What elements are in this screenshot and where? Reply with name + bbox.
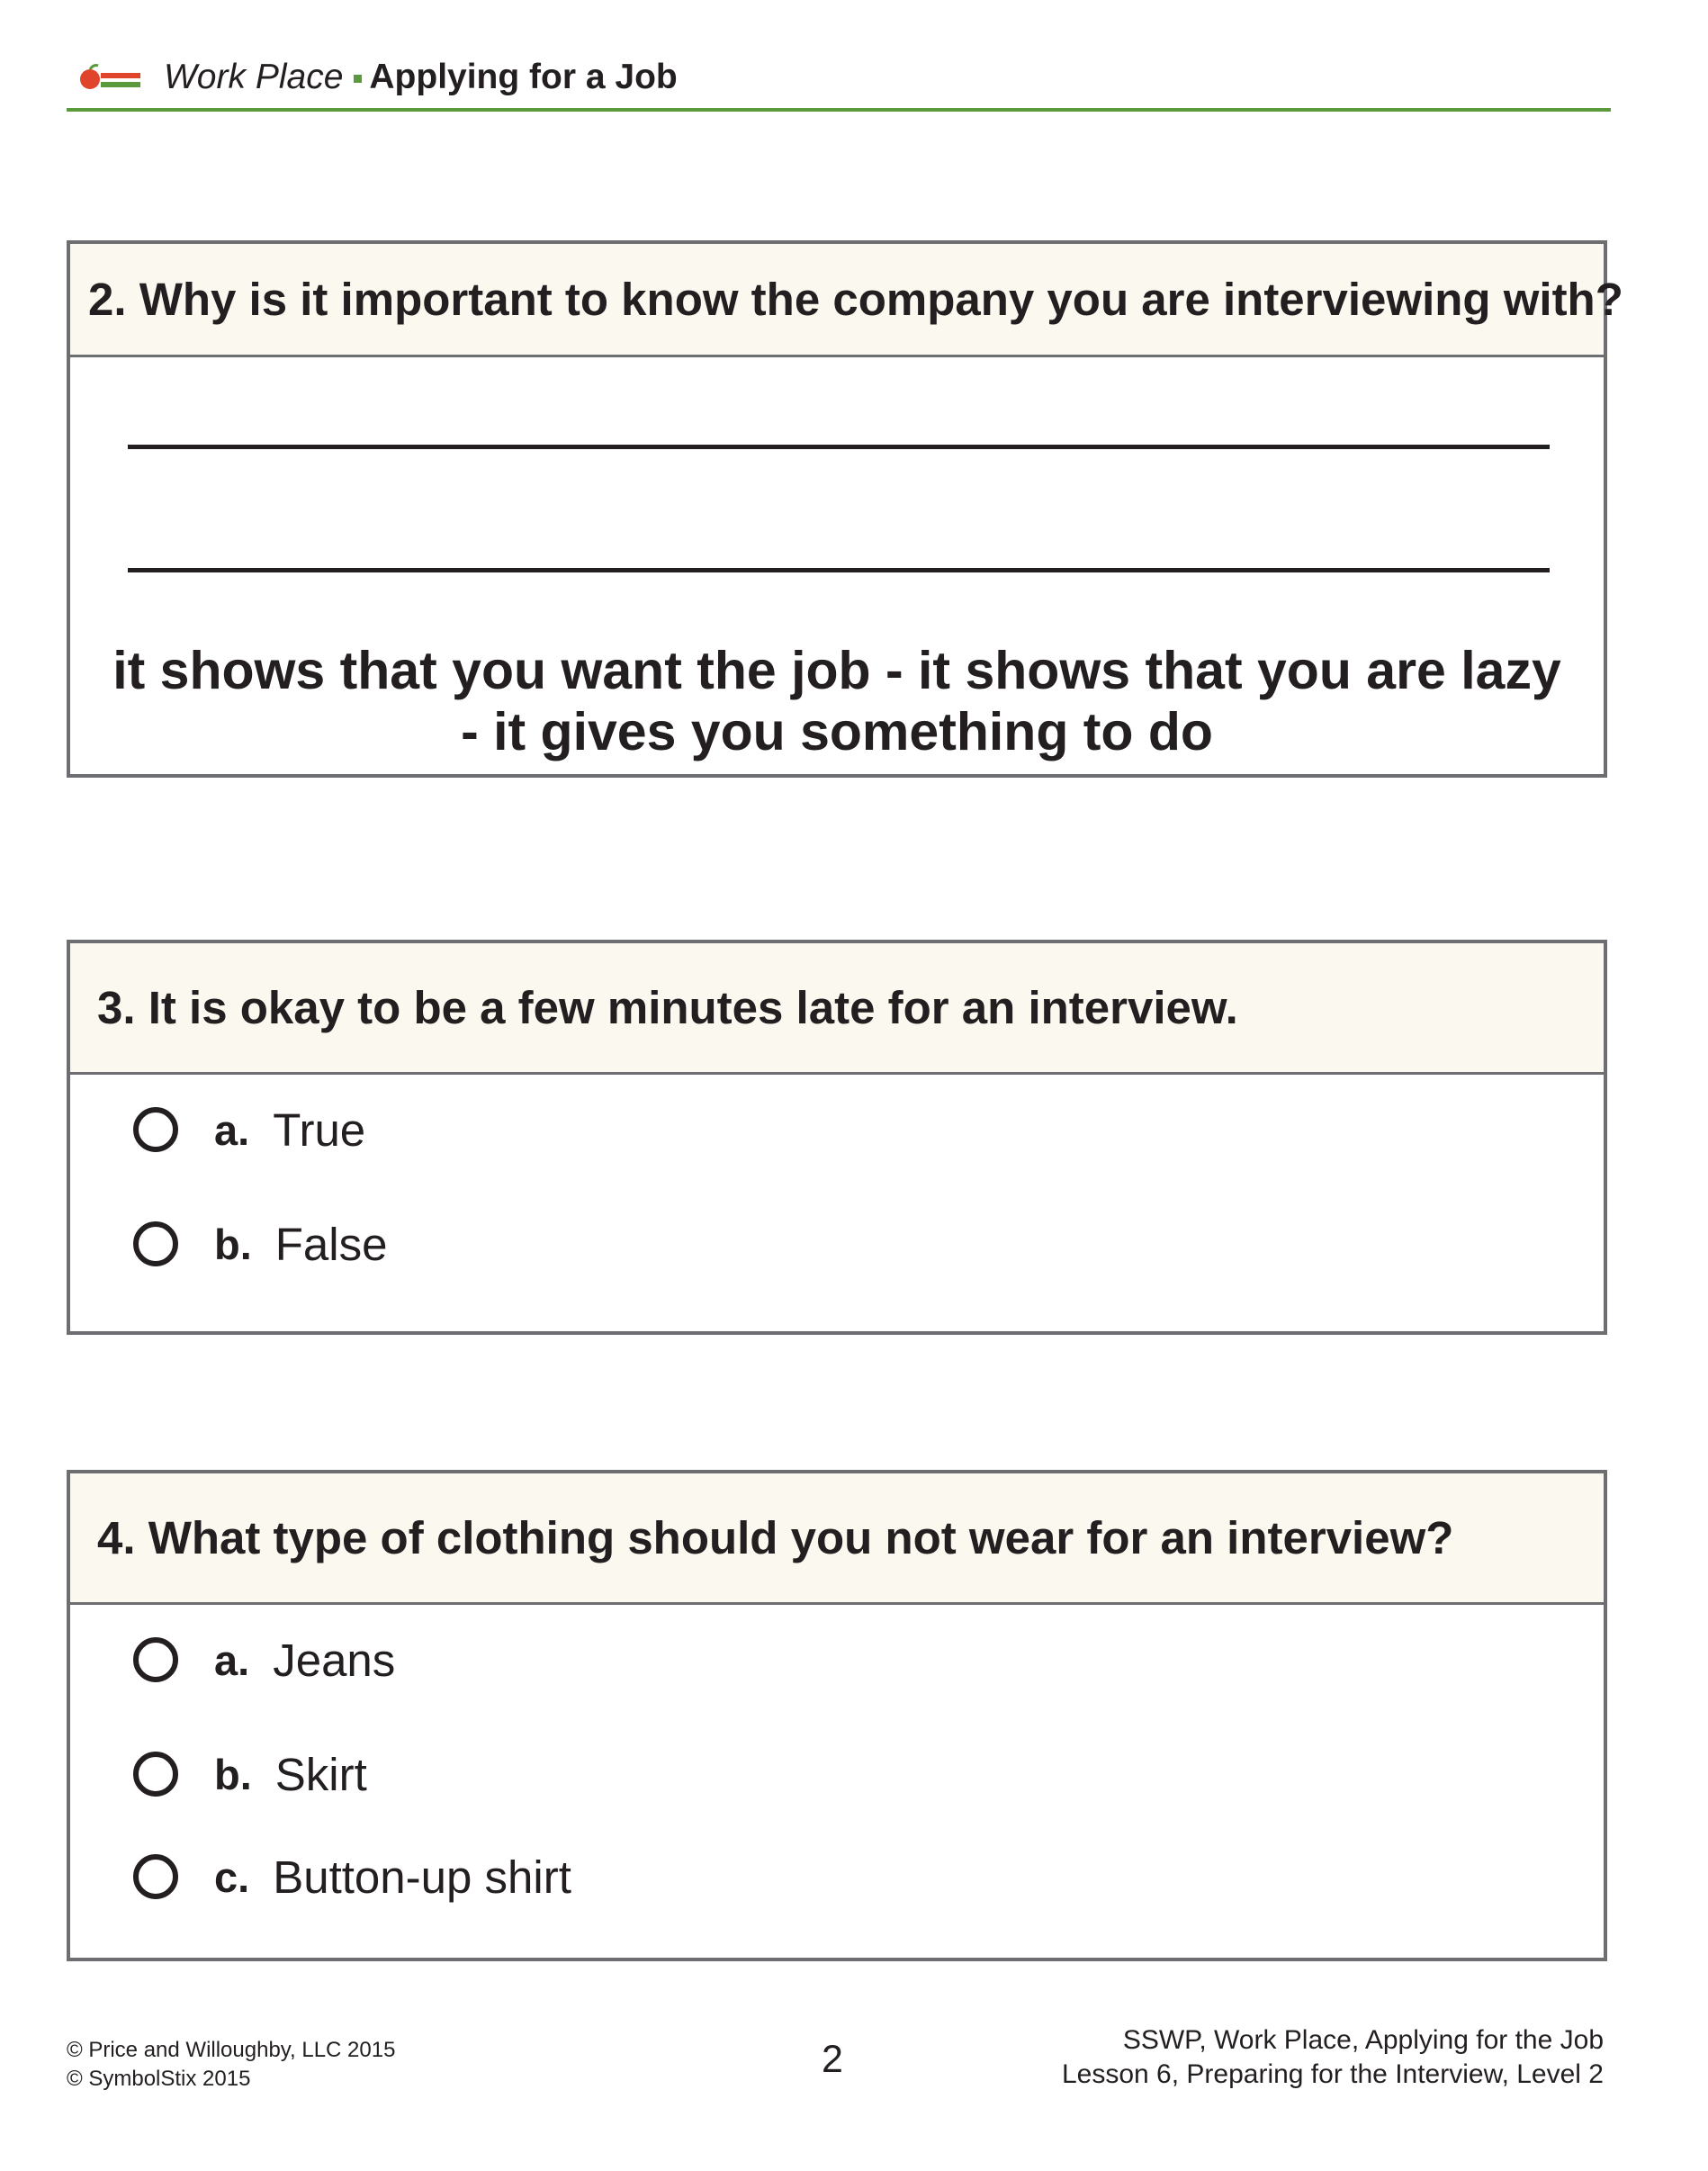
question-4-title: 4. What type of clothing should you not wear for an interview? [70, 1473, 1604, 1605]
copyright-line-1: © Price and Willoughby, LLC 2015 [67, 2038, 396, 2062]
question-2-box [67, 240, 1623, 778]
header-title [164, 58, 678, 97]
question-4-box [67, 1470, 1607, 1961]
separator-bullet [354, 75, 362, 83]
option-letter: b. [214, 1220, 252, 1268]
radio-circle-icon[interactable] [133, 1854, 178, 1899]
option-letter: c. [214, 1852, 250, 1901]
special-simplified-logo [74, 61, 146, 97]
radio-circle-icon[interactable] [133, 1637, 178, 1682]
footer-course-info [1062, 2023, 1604, 2092]
radio-circle-icon[interactable] [133, 1752, 178, 1797]
question-2-title: 2. Why is it important to know the company you are interviewing with? [70, 244, 1604, 357]
option-text: True [273, 1104, 366, 1156]
word-bank-line-1: it shows that you want the job - it shows that you are lazy [112, 641, 1561, 700]
course-line-2: Lesson 6, Preparing for the Interview, Level 2 [1061, 2059, 1604, 2089]
footer-copyright [67, 2036, 395, 2094]
option-true[interactable] [133, 1102, 365, 1158]
page-number: 2 [822, 2038, 843, 2081]
header-topic: Applying for a Job [369, 58, 678, 96]
answer-line-1[interactable] [128, 445, 1550, 449]
option-text: Jeans [273, 1634, 396, 1686]
option-letter: a. [214, 1635, 250, 1684]
word-bank-line-2: - it gives you something to do [461, 702, 1213, 761]
option-text: Skirt [274, 1748, 367, 1800]
copyright-line-2: © SymbolStix 2015 [67, 2067, 251, 2091]
option-false[interactable] [133, 1216, 388, 1272]
word-bank [70, 640, 1604, 762]
header-section: Work Place [164, 58, 344, 96]
option-text: False [274, 1218, 388, 1270]
radio-circle-icon[interactable] [133, 1221, 178, 1266]
question-3-box [67, 940, 1607, 1335]
option-letter: a. [214, 1105, 250, 1154]
course-line-1: SSWP, Work Place, Applying for the Job [1122, 2025, 1604, 2055]
question-3-title: 3. It is okay to be a few minutes late for an interview. [70, 943, 1604, 1075]
option-skirt[interactable] [133, 1746, 367, 1802]
option-text: Button-up shirt [273, 1851, 571, 1903]
option-letter: b. [214, 1750, 252, 1798]
radio-circle-icon[interactable] [133, 1107, 178, 1152]
option-button-up-shirt[interactable] [133, 1849, 571, 1905]
page-header [67, 52, 1611, 112]
option-jeans[interactable] [133, 1632, 395, 1688]
answer-line-2[interactable] [128, 568, 1550, 572]
